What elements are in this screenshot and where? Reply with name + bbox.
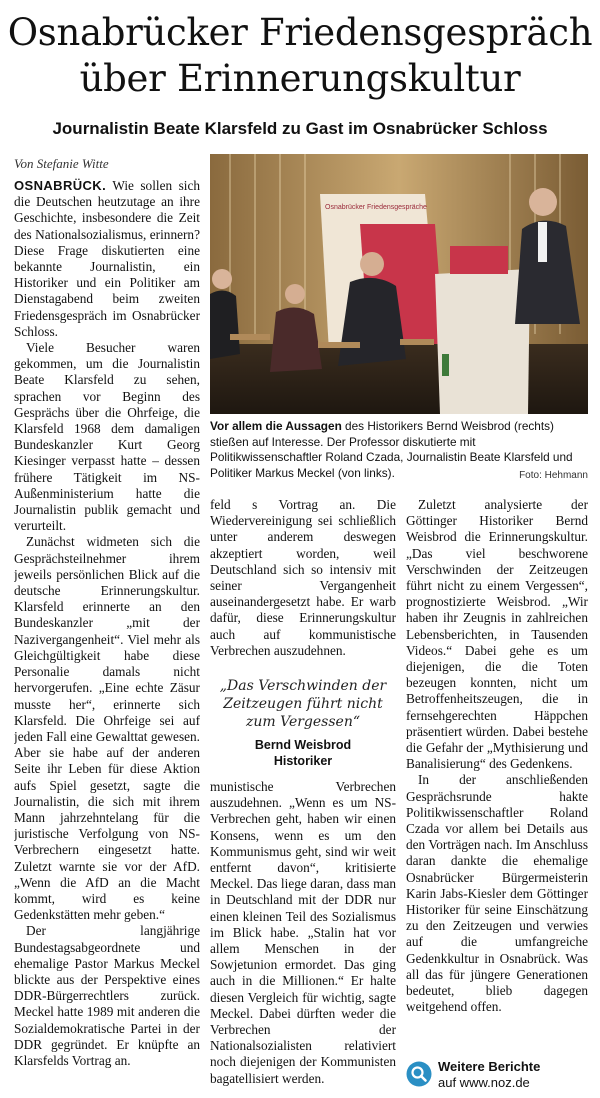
pull-quote-text: „Das Verschwinden der Zeitzeugen führt nicht zum Vergessen“	[219, 678, 387, 731]
paragraph: munistische Verbrechen auszudehnen. „Wenn es um NS-Verbrechen geht, haben wir einen Konsens, wenn es um den Kommunismus geht, sind wir weit entfernt davon“, kritisierte Meckel. Das liege daran, dass man in Deutschland mit der DDR nur einen kleinen Teil des Sozialismus im Blick habe. „Stalin hat vor allem Menschen in der Sowjetunion ermordet. Das ging auch in die Millionen.“ Er halte diesen Vergleich für wichtig, sagte Meckel. Dabei dürften weder die Verbrechen der Nationalsozialisten relativiert noch diejenigen der Kommunisten bagatellisiert werden.	[210, 779, 396, 1086]
more-reports-title: Weitere Berichte	[438, 1059, 541, 1074]
paragraph: feld s Vortrag an. Die Wiedervereinigung sei schließlich unter anderem deswegen akzeptiert worden, weil Deutschland sich so intensiv mit seiner Vergangenheit auseinandergesetzt habe. Er warb dafür, diese Erinnerungskultur auch auf kommunistische Verbrechen auszudehnen.	[210, 497, 396, 658]
article-column-1	[14, 178, 200, 1088]
headline-line-1: Osnabrücker Friedensgespräch	[7, 11, 593, 54]
photo-credit: Foto: Hehmann	[519, 469, 588, 481]
paragraph: Zunächst widmeten sich die Gesprächsteilnehmer ihrem jeweils persönlichen Blick auf die deutsche Erinnerungskultur. Klarsfeld erinnerte an den Bundeskanzler „mit der Nazivergangenheit“. Viel mehr als Gleichgültigkeit habe diese Personalie damals nicht hervorgerufen. „Eine echte Zäsur musste her“, erinnerte sich Klarsfeld. Die Ohrfeige sei auf jeden Fall eine Gewalttat gewesen. Aber sie habe auf der anderen Seite ihr Leben für diese Aktion aufs Spiel gesetzt, sagte die Journalistin, die sich mit ihrem Mann jahrzehntelang für die juristische Verfolgung von NS-Verbrechern eingesetzt hatte. Zuletzt warnte sie vor der AfD. „Wenn die AfD an die Macht kommt, wird es keine Gedenkstätten mehr geben.“	[14, 534, 200, 923]
byline: Von Stefanie Witte	[14, 156, 109, 171]
pull-quote	[210, 677, 396, 769]
photo-caption	[210, 419, 588, 483]
caption-lead: Vor allem die Aussagen	[210, 419, 342, 433]
headline	[0, 10, 600, 102]
pull-quote-author: Bernd Weisbrod	[254, 738, 352, 753]
subheadline: Journalistin Beate Klarsfeld zu Gast im Osnabrücker Schloss	[52, 119, 548, 138]
panel-discussion-photo	[210, 154, 588, 414]
pull-quote-role: Historiker	[273, 754, 333, 769]
more-reports-url[interactable]: auf www.noz.de	[438, 1075, 530, 1090]
article-column-2	[210, 497, 396, 1093]
lead-text: Wie sollen sich die Deutschen heutzutage an ihre Geschichte, insbesondere die Zeit des Nationalsozialismus, erinnern? Diese Frage diskutierten eine bekannte Journalistin, ein Historiker und ein Politiker am Dienstagabend beim zweiten Friedensgespräch im Osnabrücker Schloss.	[14, 178, 200, 339]
article-photo	[210, 154, 588, 414]
paragraph: In der anschließenden Gesprächsrunde hakte Politikwissenschaftler Roland Czada vor allem bei Details aus den Vorträgen nach. Im Anschluss daran dankte die ehemalige Osnabrücker Bürgermeisterin Karin Jabs-Kiesler dem Göttinger Historiker für seine Einschätzung zu den Zeitzeugen und verwies auf die umfangreiche Gedenkkultur in Osnabrück. Was all das für jüngere Generationen bedeutet, blieb dagegen weitgehend offen.	[406, 772, 588, 1015]
search-magnifier-icon	[406, 1061, 432, 1087]
headline-line-2: über Erinnerungskultur	[79, 57, 521, 100]
more-reports-link[interactable]	[406, 1058, 588, 1092]
paragraph: Zuletzt analysierte der Göttinger Historiker Bernd Weisbrod die Erinnerungskultur. „Das viel beschworene Verschwinden der Zeitzeugen führt nicht zu einem Vergessen“, prognostizierte Weisbrod. „Wir haben ihr Zeugnis in zahlreichen Lebensberichten, in Tausenden Videos.“ Dabei gehe es um diejenigen, die die Toten bezeugen konnten, nicht um Betroffenheitszeugen, die in fernsehgerechten Häppchen präsentiert würden. Dabei bestehe die Gefahr der „Mythisierung und Banalisierung“ des Gedenkens.	[406, 497, 588, 772]
banner-text: Osnabrücker Friedensgespräche	[325, 204, 427, 211]
caption-text: des Historikers Bernd Weisbrod (rechts) stießen auf Interesse. Der Professor diskutierte mit Politikwissenschaftler Roland Czada, Journalistin Beate Klarsfeld und Politiker Markus Meckel (von links).	[210, 419, 573, 480]
paragraph: Viele Besucher waren gekommen, um die Journalistin Beate Klarsfeld zu sehen, sprachen vor Beginn des Gesprächs über die Ohrfeige, die Klarsfeld 1968 dem damaligen Bundeskanzler Kurt Georg Kiesinger verpasst hatte – dessen frühere Tätigkeit im NS-Außenministerium hatte die Journalistin publik gemacht und verurteilt.	[14, 340, 200, 534]
article-column-3	[406, 497, 588, 1027]
lead-paragraph	[14, 178, 200, 340]
dateline: OSNABRÜCK.	[14, 178, 107, 193]
paragraph: Der langjährige Bundestagsabgeordnete und ehemalige Pastor Markus Meckel blickte aus der Perspektive eines DDR-Bürgerrechtlers zurück. Meckel hatte 1989 mit anderen die Sozialdemokratische Partei in der DDR gegründet. Er knüpfte an Klarsfelds Vortrag an.	[14, 923, 200, 1068]
